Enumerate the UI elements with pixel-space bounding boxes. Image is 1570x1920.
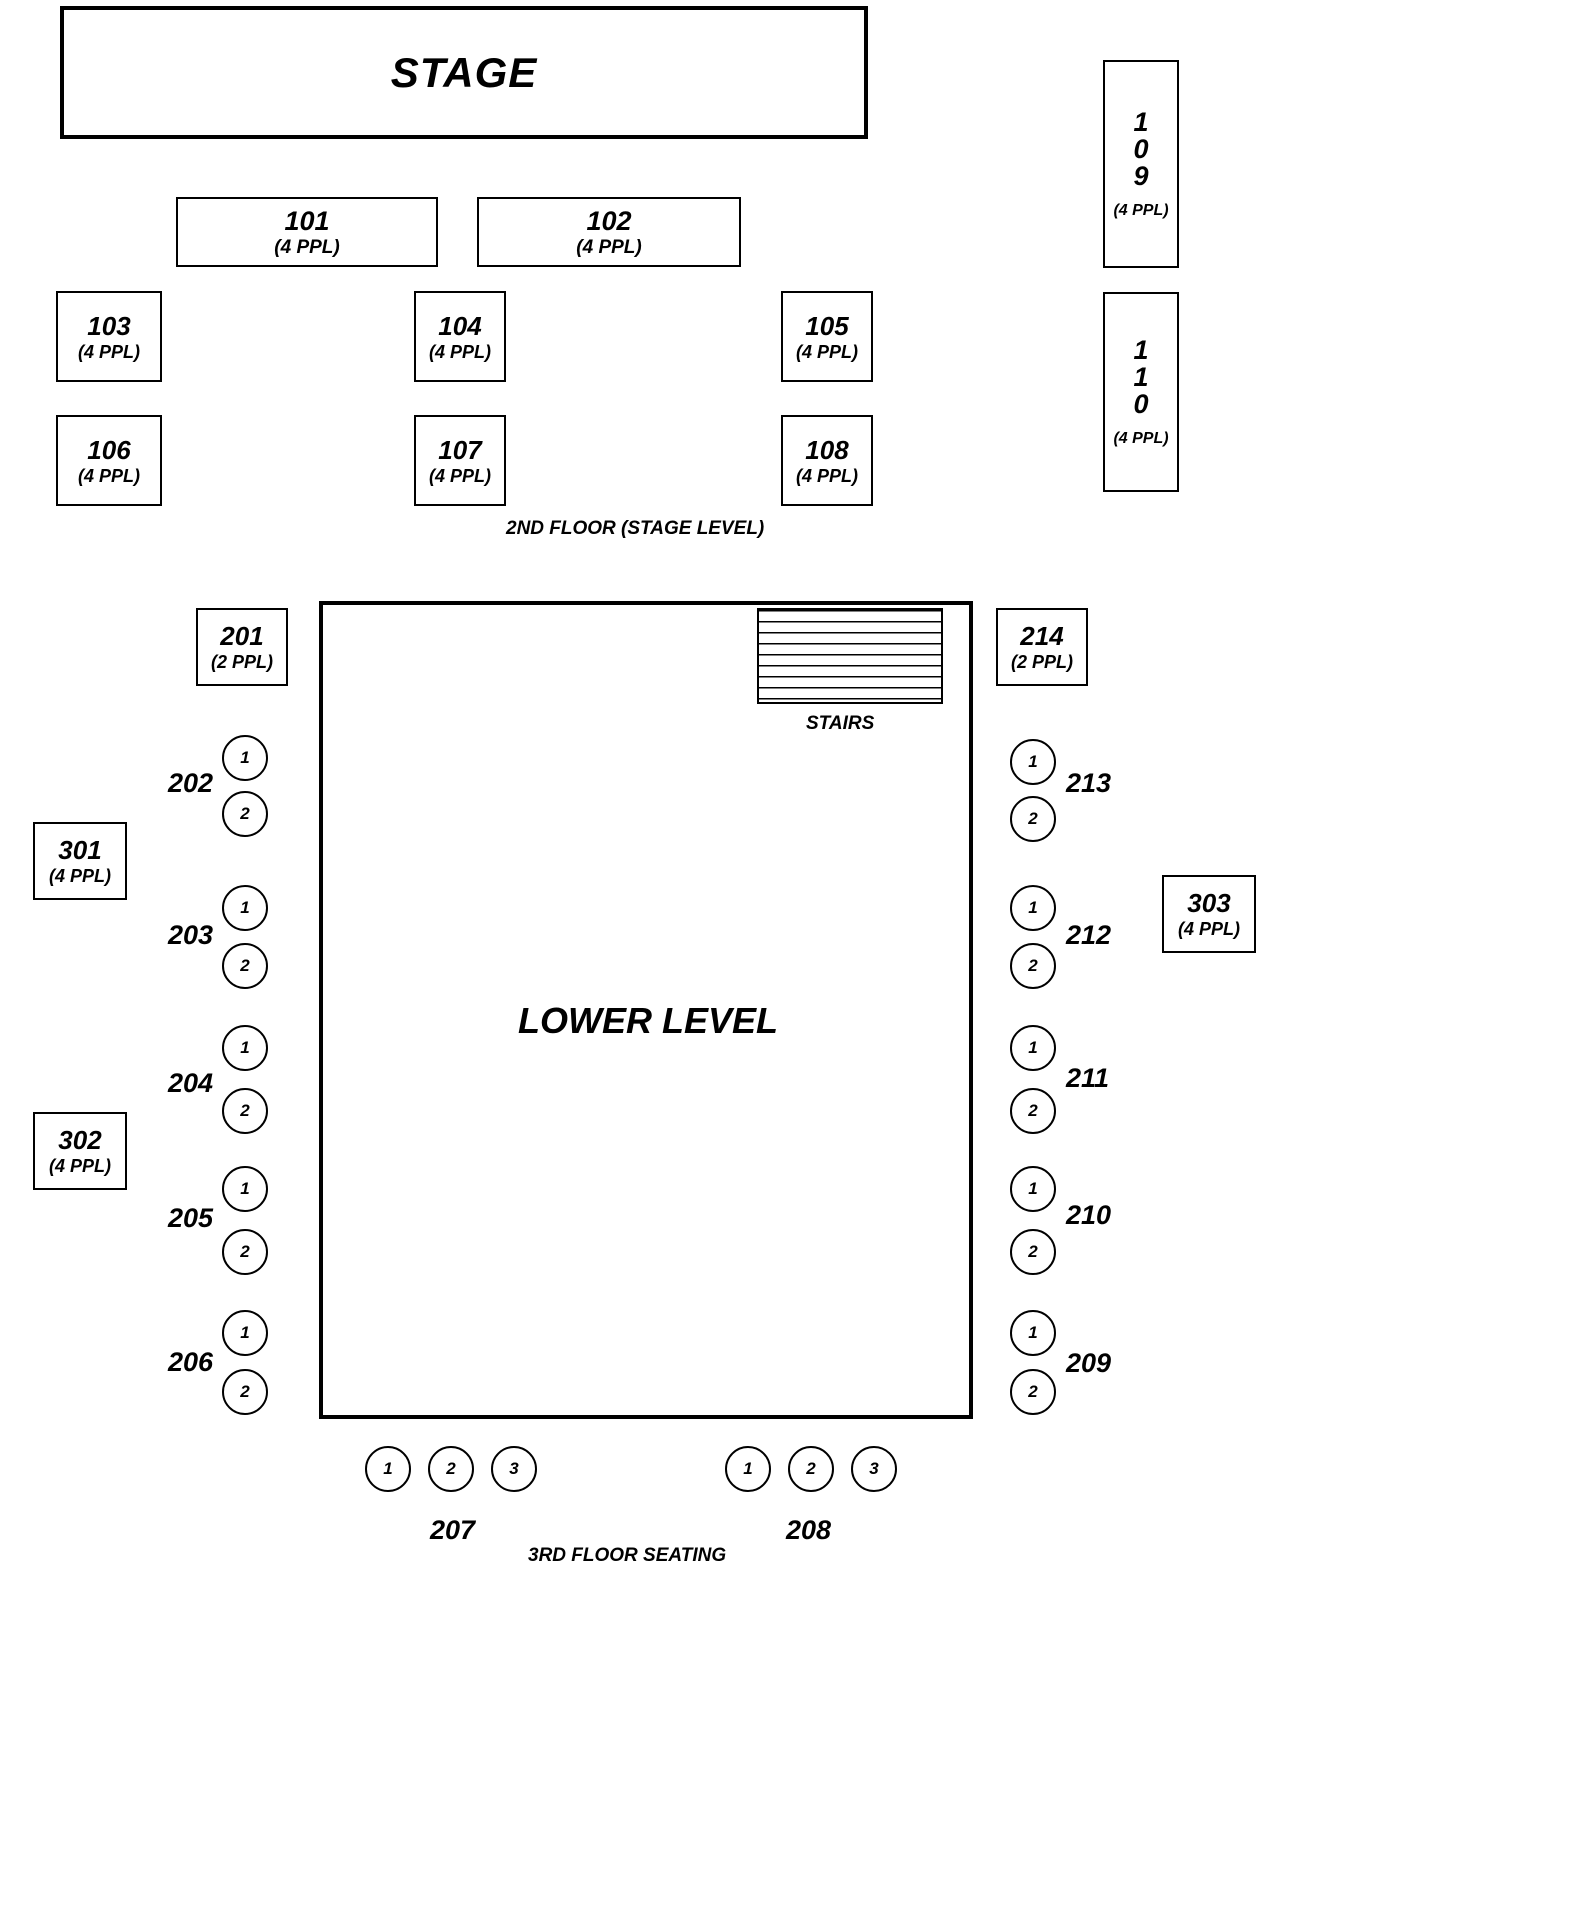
table-capacity: (4 PPL) [795, 341, 858, 362]
table-number: 108 [805, 434, 849, 465]
table-label-207: 207 [430, 1515, 476, 1545]
seat-210-1[interactable]: 1 [1010, 1166, 1056, 1212]
table-number: 303 [1187, 888, 1231, 918]
table-capacity: (4 PPL) [77, 341, 140, 362]
table-number: 214 [1020, 621, 1064, 651]
table-box-214[interactable] [996, 608, 1088, 686]
table-number: 106 [87, 434, 131, 465]
table-number: 102 [586, 205, 632, 236]
seat-211-2[interactable]: 2 [1010, 1088, 1056, 1134]
table-number: 104 [438, 310, 482, 341]
stage-label: STAGE [390, 48, 538, 96]
table-capacity: (4 PPL) [48, 866, 111, 886]
table-number: 301 [58, 835, 102, 865]
table-number: 107 [438, 434, 482, 465]
table-box-108[interactable] [781, 415, 873, 506]
seat-206-2[interactable]: 2 [222, 1369, 268, 1415]
table-label-205: 205 [168, 1203, 214, 1233]
seat-212-1[interactable]: 1 [1010, 885, 1056, 931]
table-box-102[interactable] [477, 197, 741, 267]
table-box-105[interactable] [781, 291, 873, 382]
table-box-303[interactable] [1162, 875, 1256, 953]
table-box-104[interactable] [414, 291, 506, 382]
table-box-101[interactable] [176, 197, 438, 267]
table-box-107[interactable] [414, 415, 506, 506]
caption-second-floor: 2ND FLOOR (STAGE LEVEL) [506, 518, 765, 539]
seat-207-1[interactable]: 1 [365, 1446, 411, 1492]
seat-208-3[interactable]: 3 [851, 1446, 897, 1492]
table-box-301[interactable] [33, 822, 127, 900]
table-capacity: (2 PPL) [210, 652, 273, 672]
seat-211-1[interactable]: 1 [1010, 1025, 1056, 1071]
table-capacity: (4 PPL) [48, 1156, 111, 1176]
table-number-digit: 1 [1133, 361, 1149, 392]
table-number-digit: 0 [1133, 133, 1149, 164]
table-capacity: (4 PPL) [428, 465, 491, 486]
table-label-212: 212 [1066, 920, 1112, 950]
table-label-211: 211 [1066, 1063, 1110, 1093]
table-number-digit: 0 [1133, 388, 1149, 419]
table-label-210: 210 [1066, 1200, 1112, 1230]
table-box-103[interactable] [56, 291, 162, 382]
table-number-digit: 1 [1133, 106, 1149, 137]
seat-207-2[interactable]: 2 [428, 1446, 474, 1492]
table-box-110[interactable] [1103, 292, 1179, 492]
table-box-302[interactable] [33, 1112, 127, 1190]
table-capacity: (4 PPL) [1177, 919, 1240, 939]
seat-205-2[interactable]: 2 [222, 1229, 268, 1275]
table-box-201[interactable] [196, 608, 288, 686]
caption-third-floor: 3RD FLOOR SEATING [528, 1545, 727, 1566]
seat-213-2[interactable]: 2 [1010, 796, 1056, 842]
table-capacity: (4 PPL) [576, 236, 642, 258]
seat-203-1[interactable]: 1 [222, 885, 268, 931]
table-number: 103 [87, 310, 131, 341]
table-number-digit: 9 [1133, 160, 1149, 191]
table-label-203: 203 [168, 920, 214, 950]
table-label-202: 202 [168, 768, 214, 798]
seat-203-2[interactable]: 2 [222, 943, 268, 989]
table-label-213: 213 [1066, 768, 1112, 798]
table-capacity: (4 PPL) [795, 465, 858, 486]
seat-208-2[interactable]: 2 [788, 1446, 834, 1492]
stage-block [60, 6, 868, 139]
table-capacity: (4 PPL) [428, 341, 491, 362]
seat-204-1[interactable]: 1 [222, 1025, 268, 1071]
table-number: 302 [58, 1125, 102, 1155]
table-capacity: (2 PPL) [1010, 652, 1073, 672]
table-label-208: 208 [786, 1515, 832, 1545]
table-capacity: (4 PPL) [274, 236, 340, 258]
table-label-204: 204 [168, 1068, 214, 1098]
seat-209-1[interactable]: 1 [1010, 1310, 1056, 1356]
table-number: 105 [805, 310, 849, 341]
seat-207-3[interactable]: 3 [491, 1446, 537, 1492]
table-capacity: (4 PPL) [1113, 429, 1169, 447]
stairs-label: STAIRS [806, 713, 875, 734]
table-label-209: 209 [1066, 1348, 1112, 1378]
table-number-digit: 1 [1133, 334, 1149, 365]
seat-205-1[interactable]: 1 [222, 1166, 268, 1212]
seat-202-1[interactable]: 1 [222, 735, 268, 781]
seat-212-2[interactable]: 2 [1010, 943, 1056, 989]
seat-204-2[interactable]: 2 [222, 1088, 268, 1134]
stairs-block [757, 608, 943, 704]
seat-213-1[interactable]: 1 [1010, 739, 1056, 785]
seat-210-2[interactable]: 2 [1010, 1229, 1056, 1275]
table-number: 201 [220, 621, 264, 651]
seat-202-2[interactable]: 2 [222, 791, 268, 837]
seat-206-1[interactable]: 1 [222, 1310, 268, 1356]
table-number: 101 [284, 205, 330, 236]
table-label-206: 206 [168, 1347, 214, 1377]
table-capacity: (4 PPL) [1113, 201, 1169, 219]
lower-level-label: LOWER LEVEL [518, 1000, 778, 1041]
table-box-106[interactable] [56, 415, 162, 506]
table-capacity: (4 PPL) [77, 465, 140, 486]
seat-208-1[interactable]: 1 [725, 1446, 771, 1492]
seat-209-2[interactable]: 2 [1010, 1369, 1056, 1415]
table-box-109[interactable] [1103, 60, 1179, 268]
